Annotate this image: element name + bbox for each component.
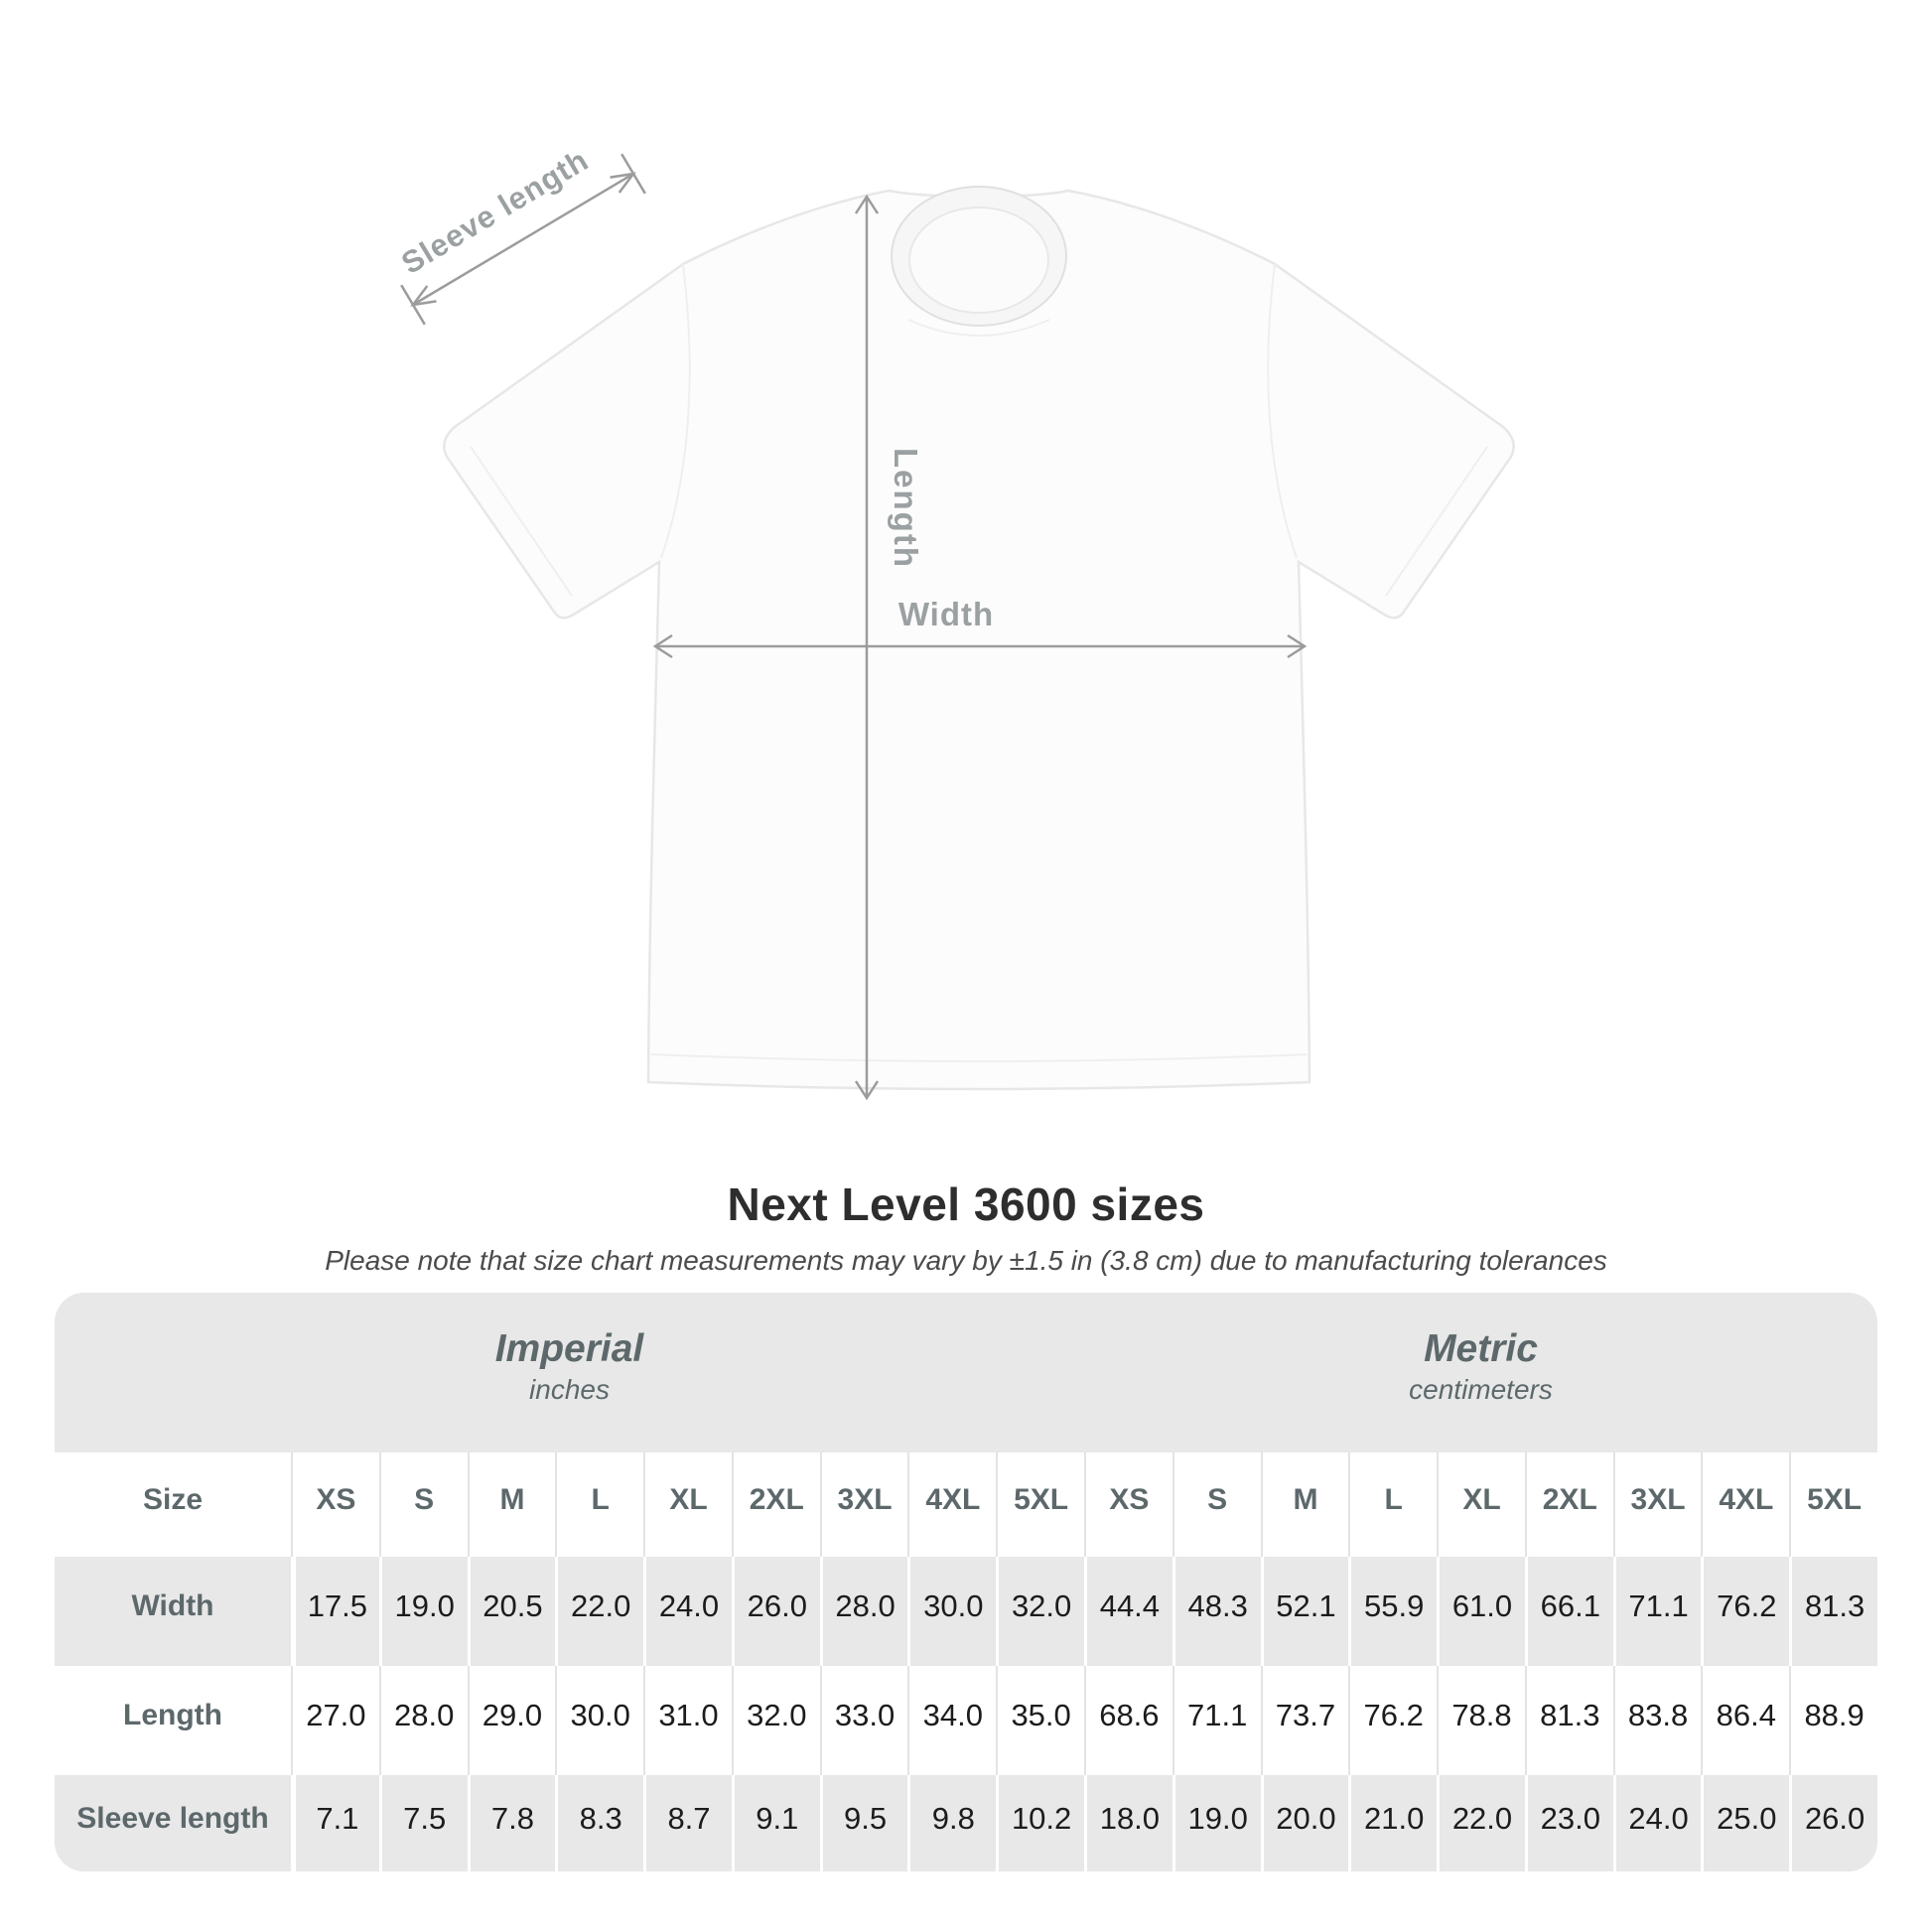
corner-label: Size (142, 1482, 204, 1516)
measurement-value-metric: 18.0 (1084, 1775, 1173, 1871)
size-column-header: XL (1437, 1452, 1525, 1557)
measurement-value-metric: 81.3 (1789, 1557, 1877, 1666)
measurement-value-imperial: 30.0 (907, 1557, 996, 1666)
measurement-row (55, 1666, 1877, 1775)
measurement-value-imperial: 31.0 (643, 1666, 732, 1775)
size-column-header: 2XL (732, 1452, 820, 1557)
measurement-value-metric: 76.2 (1348, 1666, 1437, 1775)
measurement-row (55, 1775, 1877, 1871)
measurement-value-metric: 88.9 (1789, 1666, 1877, 1775)
size-column-header: 5XL (996, 1452, 1084, 1557)
measurement-value-metric: 52.1 (1261, 1557, 1349, 1666)
size-column-header: 3XL (1613, 1452, 1702, 1557)
measurement-value-metric: 23.0 (1525, 1775, 1613, 1871)
measurement-value-imperial: 24.0 (643, 1557, 732, 1666)
measurement-value-metric: 76.2 (1701, 1557, 1789, 1666)
length-label: Length (888, 448, 924, 569)
size-column-header: L (1348, 1452, 1437, 1557)
measurement-value-imperial: 28.0 (379, 1666, 468, 1775)
size-column-header: M (1261, 1452, 1349, 1557)
size-column-header: XL (643, 1452, 732, 1557)
measurement-value-imperial: 34.0 (907, 1666, 996, 1775)
size-column-header: XS (291, 1452, 379, 1557)
measurement-row-label: Sleeve length (76, 1801, 269, 1835)
measurement-value-metric: 55.9 (1348, 1557, 1437, 1666)
measurement-value-imperial: 9.8 (907, 1775, 996, 1871)
measurement-value-imperial: 22.0 (555, 1557, 643, 1666)
size-column-header: L (555, 1452, 643, 1557)
tolerance-note: Please note that size chart measurements may vary by ±1.5 in (3.8 cm) due to manufacturing tolerances (325, 1245, 1607, 1276)
measurement-value-metric: 24.0 (1613, 1775, 1702, 1871)
measurement-value-metric: 78.8 (1437, 1666, 1525, 1775)
size-chart-panel (55, 1293, 1877, 1871)
measurement-value-imperial: 10.2 (996, 1775, 1084, 1871)
tshirt-illustration (444, 187, 1513, 1089)
imperial-unit: inches (529, 1374, 610, 1405)
sleeve-length-label: Sleeve length (395, 142, 595, 281)
size-column-header: 2XL (1525, 1452, 1613, 1557)
measurement-value-imperial: 7.8 (468, 1775, 556, 1871)
measurement-value-imperial: 32.0 (996, 1557, 1084, 1666)
measurement-value-imperial: 7.1 (291, 1775, 379, 1871)
metric-label: Metric (1424, 1327, 1538, 1370)
measurement-value-metric: 21.0 (1348, 1775, 1437, 1871)
size-column-header: 5XL (1789, 1452, 1877, 1557)
size-column-header: 4XL (1701, 1452, 1789, 1557)
measurement-value-metric: 83.8 (1613, 1666, 1702, 1775)
measurement-value-imperial: 29.0 (468, 1666, 556, 1775)
measurement-value-metric: 71.1 (1613, 1557, 1702, 1666)
imperial-header (55, 1293, 1084, 1452)
title-block (0, 1177, 1932, 1277)
measurement-row-label: Length (123, 1699, 222, 1731)
measurement-value-imperial: 17.5 (291, 1557, 379, 1666)
measurement-value-imperial: 32.0 (732, 1666, 820, 1775)
imperial-label: Imperial (494, 1327, 644, 1370)
measurement-value-metric: 68.6 (1084, 1666, 1173, 1775)
metric-unit: centimeters (1409, 1374, 1553, 1405)
measurement-value-imperial: 28.0 (820, 1557, 908, 1666)
size-chart-table (55, 1452, 1877, 1871)
measurement-value-metric: 61.0 (1437, 1557, 1525, 1666)
measurement-value-metric: 22.0 (1437, 1775, 1525, 1871)
measurement-value-imperial: 20.5 (468, 1557, 556, 1666)
measurement-row (55, 1557, 1877, 1666)
metric-header (1084, 1293, 1877, 1452)
measurement-value-imperial: 8.3 (555, 1775, 643, 1871)
size-column-header: S (379, 1452, 468, 1557)
measurement-value-imperial: 26.0 (732, 1557, 820, 1666)
measurement-value-imperial: 27.0 (291, 1666, 379, 1775)
measurement-value-imperial: 7.5 (379, 1775, 468, 1871)
measurement-value-metric: 25.0 (1701, 1775, 1789, 1871)
size-column-header: 3XL (820, 1452, 908, 1557)
measurement-value-metric: 86.4 (1701, 1666, 1789, 1775)
measurement-value-metric: 26.0 (1789, 1775, 1877, 1871)
measurement-value-metric: 20.0 (1261, 1775, 1349, 1871)
size-column-header: M (468, 1452, 556, 1557)
measurement-value-imperial: 8.7 (643, 1775, 732, 1871)
measurement-value-metric: 48.3 (1173, 1557, 1261, 1666)
measurement-value-metric: 44.4 (1084, 1557, 1173, 1666)
measurement-value-imperial: 19.0 (379, 1557, 468, 1666)
measurement-value-imperial: 30.0 (555, 1666, 643, 1775)
measurement-value-metric: 71.1 (1173, 1666, 1261, 1775)
measurement-value-imperial: 35.0 (996, 1666, 1084, 1775)
size-column-header: S (1173, 1452, 1261, 1557)
page-title: Next Level 3600 sizes (727, 1178, 1205, 1230)
measurement-value-metric: 66.1 (1525, 1557, 1613, 1666)
measurement-value-imperial: 9.1 (732, 1775, 820, 1871)
measurement-value-metric: 73.7 (1261, 1666, 1349, 1775)
measurement-value-imperial: 33.0 (820, 1666, 908, 1775)
size-column-header: 4XL (907, 1452, 996, 1557)
measurement-value-imperial: 9.5 (820, 1775, 908, 1871)
measurement-value-metric: 81.3 (1525, 1666, 1613, 1775)
measurement-row-label: Width (131, 1589, 214, 1622)
measurement-value-metric: 19.0 (1173, 1775, 1261, 1871)
width-label: Width (897, 596, 995, 632)
unit-header-row (55, 1293, 1877, 1452)
size-column-header: XS (1084, 1452, 1173, 1557)
size-header-row (55, 1452, 1877, 1557)
